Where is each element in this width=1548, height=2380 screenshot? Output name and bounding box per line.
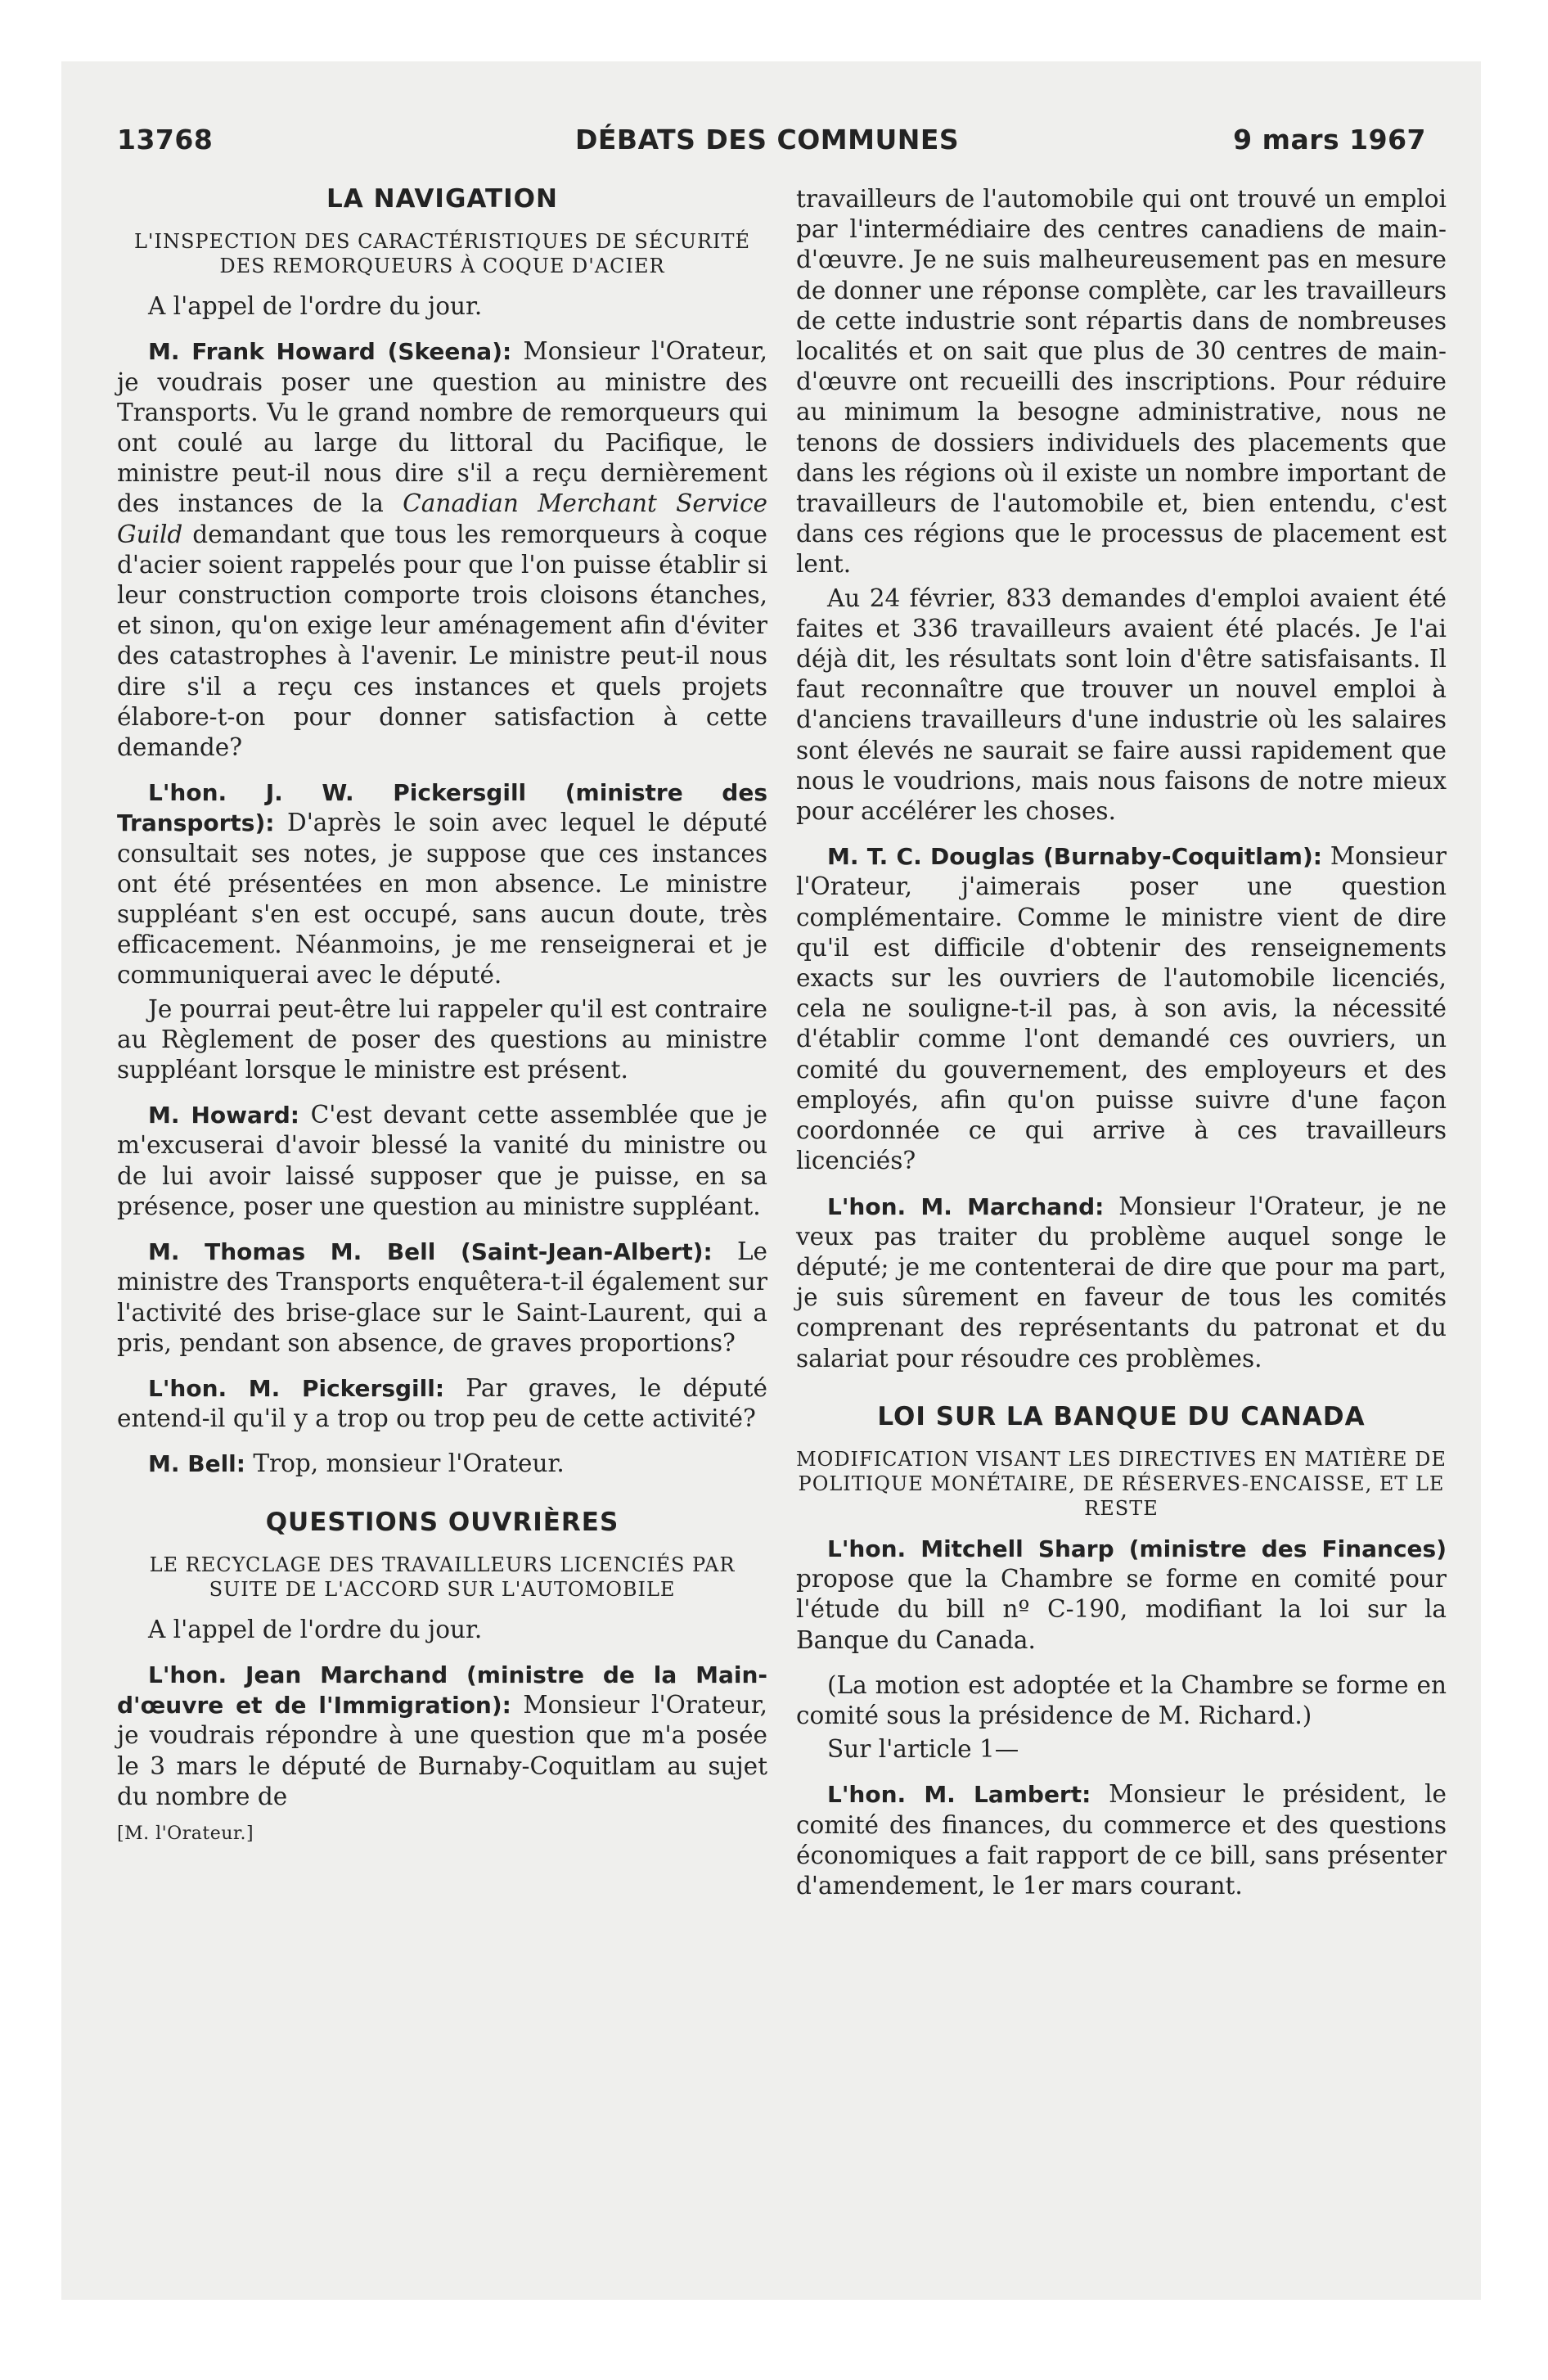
paragraph-bell-2: M. Bell: Trop, monsieur l'Orateur.: [148, 1449, 565, 1478]
footer-speaker-note: [M. l'Orateur.]: [117, 1823, 254, 1844]
page: [61, 61, 1481, 2300]
journal-title: DÉBATS DES COMMUNES: [575, 124, 960, 156]
order-of-day-2: A l'appel de l'ordre du jour.: [148, 1615, 483, 1643]
speaker-name: M. T. C. Douglas (Burnaby-Coquitlam):: [827, 843, 1322, 871]
paragraph-marchand: L'hon. Jean Marchand (ministre de la Main-d'œuvre et de l'Immigration): Monsieur l'Orateur, je voudrais répondre à une question que m'a posée le 3 mars le député de Burnaby-Coquitlam au sujet du nombre de: [117, 1661, 767, 1810]
speaker-name: L'hon. Jean Marchand (ministre de la Main-d'œuvre et de l'Immigration):: [117, 1661, 767, 1720]
speaker-name: L'hon. J. W. Pickersgill (ministre des Transports):: [117, 779, 767, 837]
section-subtitle-modification: MODIFICATION VISANT LES DIRECTIVES EN MATIÈRE DE POLITIQUE MONÉTAIRE, DE RÉSERVES-ENCAISSE, ET LE RESTE: [796, 1447, 1447, 1520]
italic-guild-name: Canadian Merchant Service Guild: [117, 489, 767, 548]
speaker-name: M. Thomas M. Bell (Saint-Jean-Albert):: [148, 1238, 713, 1266]
speaker-name: L'hon. Mitchell Sharp (ministre des Finances): [827, 1535, 1447, 1562]
paragraph-sharp: L'hon. Mitchell Sharp (ministre des Finances) propose que la Chambre se forme en comité pour l'étude du bill nº C-190, modifiant la loi sur la Banque du Canada.: [796, 1535, 1447, 1654]
section-title-banque: LOI SUR LA BANQUE DU CANADA: [877, 1401, 1366, 1431]
speaker-name: L'hon. M. Marchand:: [827, 1192, 1105, 1220]
paragraph-marchand-cont: travailleurs de l'automobile qui ont trouvé un emploi par l'intermédiaire des centres canadiens de main-d'œuvre. Je ne suis malheureusement pas en mesure de donner une réponse complète, car les travailleurs de cette industrie sont répartis dans de nombreuses localités et on sait que plus de 30 centres de main-d'œuvre ont recueilli des inscriptions. Pour réduire au minimum la besogne administrative, nous ne tenons de dossiers individuels des placements que dans les régions où il existe un nombre important de travailleurs de l'automobile et, bien entendu, c'est dans ces régions que le processus de placement est lent.: [796, 185, 1447, 579]
paragraph-pickersgill: L'hon. J. W. Pickersgill (ministre des Transports): D'après le soin avec lequel le député consultait ses notes, je suppose que ces instances ont été présentées en mon absence. Le ministre suppléant s'en est occupé, sans aucun doute, très efficacement. Néanmoins, je me renseignerai et je communiquerai avec le député.: [117, 779, 767, 989]
section-title-navigation: LA NAVIGATION: [326, 184, 558, 214]
speaker-name: L'hon. M. Pickersgill:: [148, 1374, 445, 1402]
paragraph-lambert: L'hon. M. Lambert: Monsieur le président, le comité des finances, du commerce et des questions économiques a fait rapport de ce bill, sans présenter d'amendement, le 1er mars courant.: [796, 1780, 1447, 1900]
paragraph-motion: (La motion est adoptée et la Chambre se forme en comité sous la présidence de M. Richard.): [796, 1670, 1447, 1729]
paragraph-statistics: Au 24 février, 833 demandes d'emploi avaient été faites et 336 travailleurs avaient été placés. Je l'ai déjà dit, les résultats sont loin d'être satisfaisants. Il faut reconnaître que trouver un nouvel emploi à d'anciens travailleurs d'une industrie où les salaires sont élevés ne saurait se faire aussi rapidement que nous le voudrions, mais nous faisons de notre mieux pour accélérer les choses.: [796, 584, 1447, 826]
speaker-name: M. Howard:: [148, 1102, 299, 1129]
section-subtitle-remorqueurs: L'INSPECTION DES CARACTÉRISTIQUES DE SÉCURITÉ DES REMORQUEURS À COQUE D'ACIER: [133, 230, 751, 278]
paragraph-pickersgill-cont: Je pourrai peut-être lui rappeler qu'il est contraire au Règlement de poser des questions au ministre suppléant lorsque le ministre est présent.: [117, 994, 767, 1084]
page-date: 9 mars 1967: [1233, 124, 1426, 156]
right-column: [796, 184, 1447, 1916]
page-number: 13768: [117, 124, 214, 156]
paragraph-howard: M. Frank Howard (Skeena): Monsieur l'Orateur, je voudrais poser une question au ministre des Transports. Vu le grand nombre de remorqueurs qui ont coulé au large du littoral du Pacifique, le ministre peut-il nous dire s'il a reçu dernièrement des instances de la Canadian Merchant Service Guild demandant que tous les remorqueurs à coque d'acier soient rappelés pour que l'on puisse établir si leur construction comporte trois cloisons étanches, et sinon, qu'on exige leur aménagement afin d'éviter des catastrophes à l'avenir. Le ministre peut-il nous dire s'il a reçu ces instances et quels projets élabore-t-on pour donner satisfaction à cette demande?: [117, 337, 767, 762]
paragraph-bell: M. Thomas M. Bell (Saint-Jean-Albert): Le ministre des Transports enquêtera-t-il également sur l'activité des brise-glace sur le Saint-Laurent, qui a pris, pendant son absence, de graves proportions?: [117, 1237, 767, 1357]
speaker-name: M. Bell:: [148, 1450, 245, 1478]
left-column: [117, 184, 767, 1849]
page-header: [117, 124, 1426, 165]
paragraph-douglas: M. T. C. Douglas (Burnaby-Coquitlam): Monsieur l'Orateur, j'aimerais poser une question complémentaire. Comme le ministre vient de dire qu'il est difficile d'obtenir des renseignements exacts sur les ouvriers de l'automobile licenciés, cela ne souligne-t-il pas, à son avis, la nécessité d'établir comme l'ont demandé ces ouvriers, un comité du gouvernement, des employeurs et des employés, afin qu'on puisse suivre d'une façon coordonnée ce qui arrive à ces travailleurs licenciés?: [796, 842, 1447, 1175]
section-subtitle-recyclage: LE RECYCLAGE DES TRAVAILLEURS LICENCIÉS PAR SUITE DE L'ACCORD SUR L'AUTOMOBILE: [149, 1553, 736, 1601]
section-title-questions-ouvrieres: QUESTIONS OUVRIÈRES: [265, 1507, 619, 1537]
paragraph-marchand-2: L'hon. M. Marchand: Monsieur l'Orateur, je ne veux pas traiter du problème auquel songe le député; je me contenterai de dire que pour ma part, je suis sûrement en faveur de tous les comités comprenant des représentants du patronat et du salariat pour résoudre ces problèmes.: [796, 1192, 1447, 1373]
paragraph-pickersgill-2: L'hon. M. Pickersgill: Par graves, le député entend-il qu'il y a trop ou trop peu de cette activité?: [117, 1373, 767, 1433]
speaker-name: L'hon. M. Lambert:: [827, 1781, 1091, 1809]
speaker-name: M. Frank Howard (Skeena):: [148, 338, 512, 366]
order-of-day: A l'appel de l'ordre du jour.: [148, 292, 483, 321]
paragraph-article: Sur l'article 1—: [827, 1735, 1019, 1764]
paragraph-howard-2: M. Howard: C'est devant cette assemblée que je m'excuserai d'avoir blessé la vanité du ministre ou de lui avoir laissé supposer que je puisse, en sa présence, poser une question au ministre suppléant.: [117, 1101, 767, 1220]
